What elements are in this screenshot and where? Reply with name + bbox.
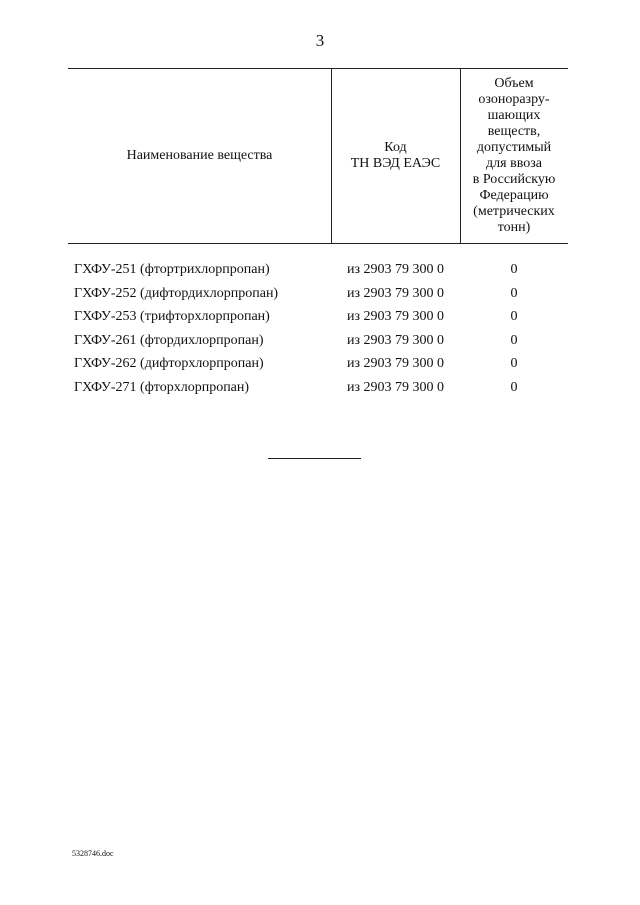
table-row	[68, 305, 568, 329]
table-row	[68, 352, 568, 376]
table-body	[68, 258, 568, 400]
table-row	[68, 329, 568, 353]
document-id: 5328746.doc	[72, 849, 114, 858]
allowed-volume: 0	[510, 285, 518, 301]
column-header-name: Наименование вещества	[68, 69, 332, 243]
tn-ved-code: из 2903 79 300 0	[346, 309, 445, 325]
allowed-volume: 0	[510, 379, 518, 395]
allowed-volume: 0	[510, 356, 518, 372]
column-header-code: Код ТН ВЭД ЕАЭС	[331, 69, 461, 243]
substance-name: ГХФУ-252 (дифтордихлорпропан)	[74, 285, 279, 301]
table-row	[68, 376, 568, 400]
tn-ved-code: из 2903 79 300 0	[346, 262, 445, 277]
allowed-volume: 0	[510, 309, 518, 325]
table-row	[68, 282, 568, 306]
tn-ved-code: из 2903 79 300 0	[346, 285, 445, 301]
allowed-volume: 0	[510, 332, 518, 348]
tn-ved-code: из 2903 79 300 0	[346, 356, 445, 372]
table-header	[68, 68, 568, 244]
substance-name: ГХФУ-251 (фтортрихлорпропан)	[74, 262, 270, 277]
page-number: 3	[315, 31, 325, 50]
substance-name: ГХФУ-262 (дифторхлорпропан)	[74, 356, 264, 372]
allowed-volume: 0	[510, 262, 518, 277]
substance-name: ГХФУ-253 (трифторхлорпропан)	[74, 309, 270, 325]
substance-name: ГХФУ-261 (фтордихлорпропан)	[74, 332, 264, 348]
end-divider	[268, 458, 361, 459]
tn-ved-code: из 2903 79 300 0	[346, 332, 445, 348]
tn-ved-code: из 2903 79 300 0	[346, 379, 445, 395]
table-row	[68, 258, 568, 282]
substance-name: ГХФУ-271 (фторхлорпропан)	[74, 379, 250, 395]
column-header-volume: Объем озоноразру- шающих веществ, допустимый для ввоза в Российскую Федерацию (метрических тонн)	[472, 76, 556, 235]
